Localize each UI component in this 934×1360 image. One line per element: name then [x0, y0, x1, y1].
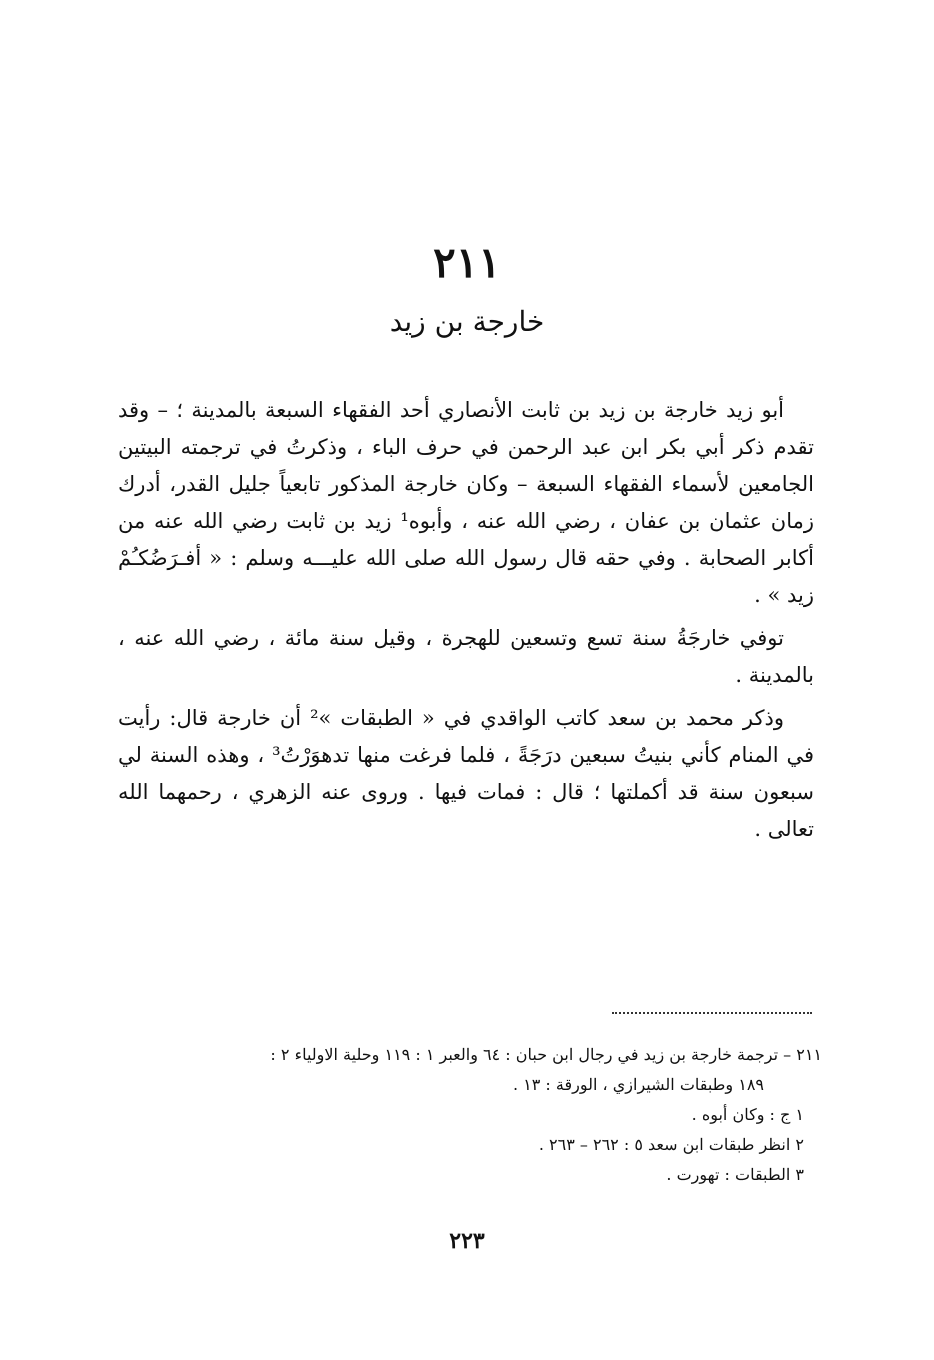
footnote-3: ٣ الطبقات : تهورت . — [666, 1165, 804, 1184]
body-paragraph: أبو زيد خارجة بن زيد بن ثابت الأنصاري أحد الفقهاء السبعة بالمدينة ؛ – وقد تقدم ذكر أبي بكر ابن عبد الرحمن في حرف الباء ، وذكرتُ في ترجمته البيتين الجامعين لأسماء الفقهاء السبعة – وكان خارجة المذكور تابعياً جليل القدر، أدرك زمان عثمان بن عفان ، رضي الله عنه ، وأبوه¹ زيد بن ثابت رضي الله عنه من أكابر الصحابة . وفي حقه قال رسول الله صلى الله عليـــه وسلم : « أفـرَضُكـُمْ زيد » . — [118, 398, 814, 607]
footnote-divider — [612, 1012, 812, 1014]
page-number: ٢٢٣ — [449, 1228, 485, 1254]
body-text — [118, 392, 814, 854]
entry-number: ٢١١ — [433, 238, 501, 287]
body-paragraph: وذكر محمد بن سعد كاتب الواقدي في « الطبقات »² أن خارجة قال: رأيت في المنام كأني بنيتُ سبعين درَجَةً ، فلما فرغت منها تدهوَرْتُ³ ، وهذه السنة لي سبعون سنة قد أكملتها ؛ قال : فمات فيها . وروى عنه الزهري ، رحمهما الله تعالى . — [118, 706, 815, 841]
footnote-main-continued: ١٨٩ وطبقات الشيرازي ، الورقة : ١٣ . — [512, 1075, 764, 1094]
footnotes — [110, 1040, 822, 1190]
entry-title: خارجة بن زيد — [389, 305, 545, 338]
footnote-main: ٢١١ – ترجمة خارجة بن زيد في رجال ابن حبان : ٦٤ والعبر ١ : ١١٩ وحلية الاولياء ٢ : — [270, 1045, 822, 1064]
body-paragraph: توفي خارجَةُ سنة تسع وتسعين للهجرة ، وقيل سنة مائة ، رضي الله عنه ، بالمدينة . — [118, 626, 814, 687]
footnote-1: ١ ج : وكان أبوه . — [691, 1105, 804, 1124]
footnote-2: ٢ انظر طبقات ابن سعد ٥ : ٢٦٢ – ٢٦٣ . — [538, 1135, 804, 1154]
